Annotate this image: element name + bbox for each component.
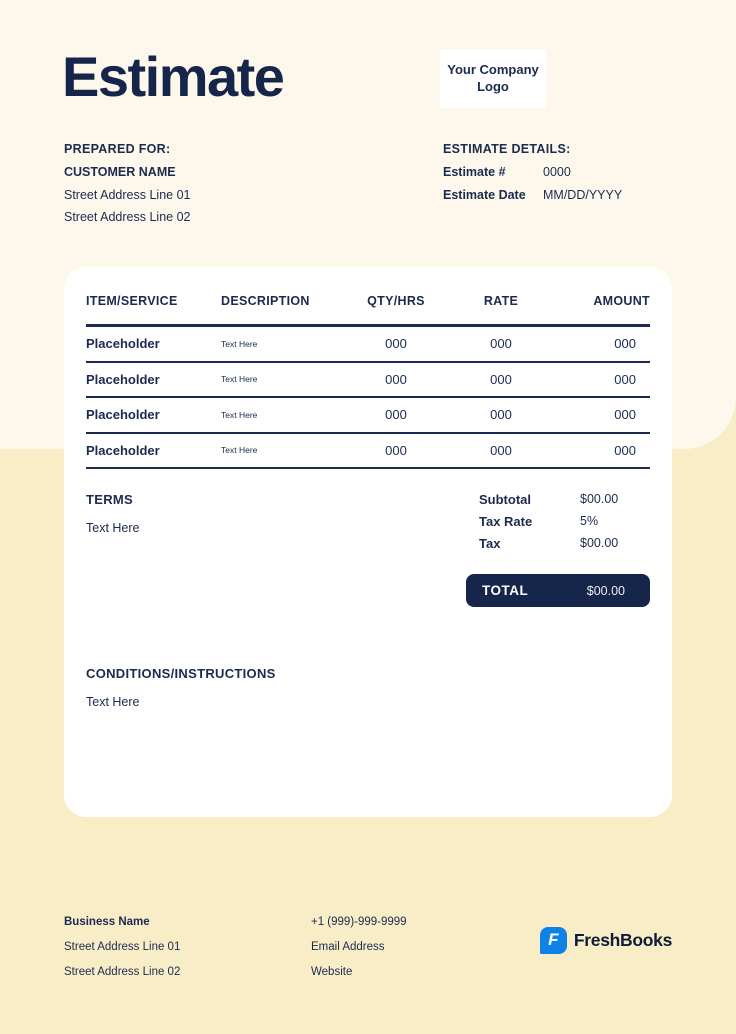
table-row bbox=[86, 434, 650, 470]
business-name: Business Name bbox=[64, 916, 150, 928]
row-description: Text Here bbox=[221, 374, 258, 385]
conditions-heading: CONDITIONS/INSTRUCTIONS bbox=[86, 666, 276, 681]
tax-rate-label: Tax Rate bbox=[479, 514, 533, 529]
table-header-row bbox=[86, 267, 650, 327]
column-header-item-service: ITEM/SERVICE bbox=[86, 294, 178, 308]
row-qty: 000 bbox=[385, 336, 407, 352]
business-website: Website bbox=[311, 966, 353, 978]
row-amount: 000 bbox=[614, 371, 636, 387]
table-row bbox=[86, 327, 650, 363]
tax-rate-value: 5% bbox=[580, 514, 599, 528]
estimate-date-label: Estimate Date bbox=[443, 187, 526, 202]
customer-name: CUSTOMER NAME bbox=[64, 165, 176, 179]
estimate-details-section bbox=[443, 142, 622, 211]
page-title: Estimate bbox=[62, 45, 284, 108]
totals-section bbox=[466, 492, 650, 607]
conditions-text: Text Here bbox=[86, 695, 140, 709]
business-address-line1: Street Address Line 01 bbox=[64, 941, 181, 953]
row-rate: 000 bbox=[490, 371, 512, 387]
column-header-qty-hrs: QTY/HRS bbox=[367, 294, 425, 308]
subtotal-label: Subtotal bbox=[479, 492, 531, 507]
row-description: Text Here bbox=[221, 338, 258, 349]
customer-address-line2: Street Address Line 02 bbox=[64, 210, 191, 224]
estimate-number-value: 0000 bbox=[543, 165, 571, 179]
row-rate: 000 bbox=[490, 336, 512, 352]
footer-contact-column bbox=[311, 916, 540, 991]
column-header-amount: AMOUNT bbox=[593, 294, 650, 308]
row-qty: 000 bbox=[385, 407, 407, 423]
row-item: Placeholder bbox=[86, 407, 160, 423]
row-rate: 000 bbox=[490, 407, 512, 423]
row-description: Text Here bbox=[221, 445, 258, 456]
company-logo-placeholder bbox=[440, 50, 546, 108]
total-value: $00.00 bbox=[586, 583, 625, 598]
freshbooks-brand bbox=[540, 908, 672, 972]
tax-value: $00.00 bbox=[580, 536, 619, 550]
footer bbox=[64, 916, 672, 991]
prepared-for-heading: PREPARED FOR: bbox=[64, 142, 171, 156]
company-logo-text: Your Company Logo bbox=[447, 62, 539, 94]
tax-label: Tax bbox=[479, 536, 501, 551]
summary-section bbox=[86, 492, 650, 607]
estimate-number-row bbox=[443, 166, 622, 180]
column-header-rate: RATE bbox=[483, 294, 519, 308]
subtotal-value: $00.00 bbox=[580, 492, 619, 506]
row-item: Placeholder bbox=[86, 442, 160, 458]
estimate-details-heading: ESTIMATE DETAILS: bbox=[443, 142, 571, 156]
estimate-date-row bbox=[443, 189, 622, 203]
freshbooks-logo-text: FreshBooks bbox=[573, 929, 672, 950]
terms-text: Text Here bbox=[86, 521, 140, 535]
prepared-for-section bbox=[64, 142, 190, 234]
row-item: Placeholder bbox=[86, 371, 160, 387]
total-box bbox=[466, 574, 650, 607]
estimate-card bbox=[64, 267, 672, 817]
row-amount: 000 bbox=[614, 442, 636, 458]
business-phone: +1 (999)-999-9999 bbox=[311, 916, 407, 928]
row-qty: 000 bbox=[385, 371, 407, 387]
terms-heading: TERMS bbox=[86, 492, 133, 507]
row-item: Placeholder bbox=[86, 336, 160, 352]
footer-business-column bbox=[64, 916, 311, 991]
customer-address-line1: Street Address Line 01 bbox=[64, 187, 191, 202]
business-address-line2: Street Address Line 02 bbox=[64, 966, 181, 978]
total-label: TOTAL bbox=[482, 583, 529, 598]
row-amount: 000 bbox=[614, 336, 636, 352]
estimate-number-label: Estimate # bbox=[443, 165, 506, 179]
row-amount: 000 bbox=[614, 407, 636, 423]
row-description: Text Here bbox=[221, 409, 258, 420]
totals-grid bbox=[466, 492, 650, 551]
estimate-date-value: MM/DD/YYYY bbox=[543, 187, 623, 202]
column-header-description: DESCRIPTION bbox=[221, 294, 310, 308]
row-qty: 000 bbox=[385, 442, 407, 458]
terms-section bbox=[86, 492, 140, 607]
row-rate: 000 bbox=[490, 442, 512, 458]
table-row bbox=[86, 363, 650, 399]
business-email: Email Address bbox=[311, 941, 385, 953]
freshbooks-logo-icon: F bbox=[540, 927, 567, 954]
table-row bbox=[86, 398, 650, 434]
conditions-section bbox=[86, 666, 650, 709]
